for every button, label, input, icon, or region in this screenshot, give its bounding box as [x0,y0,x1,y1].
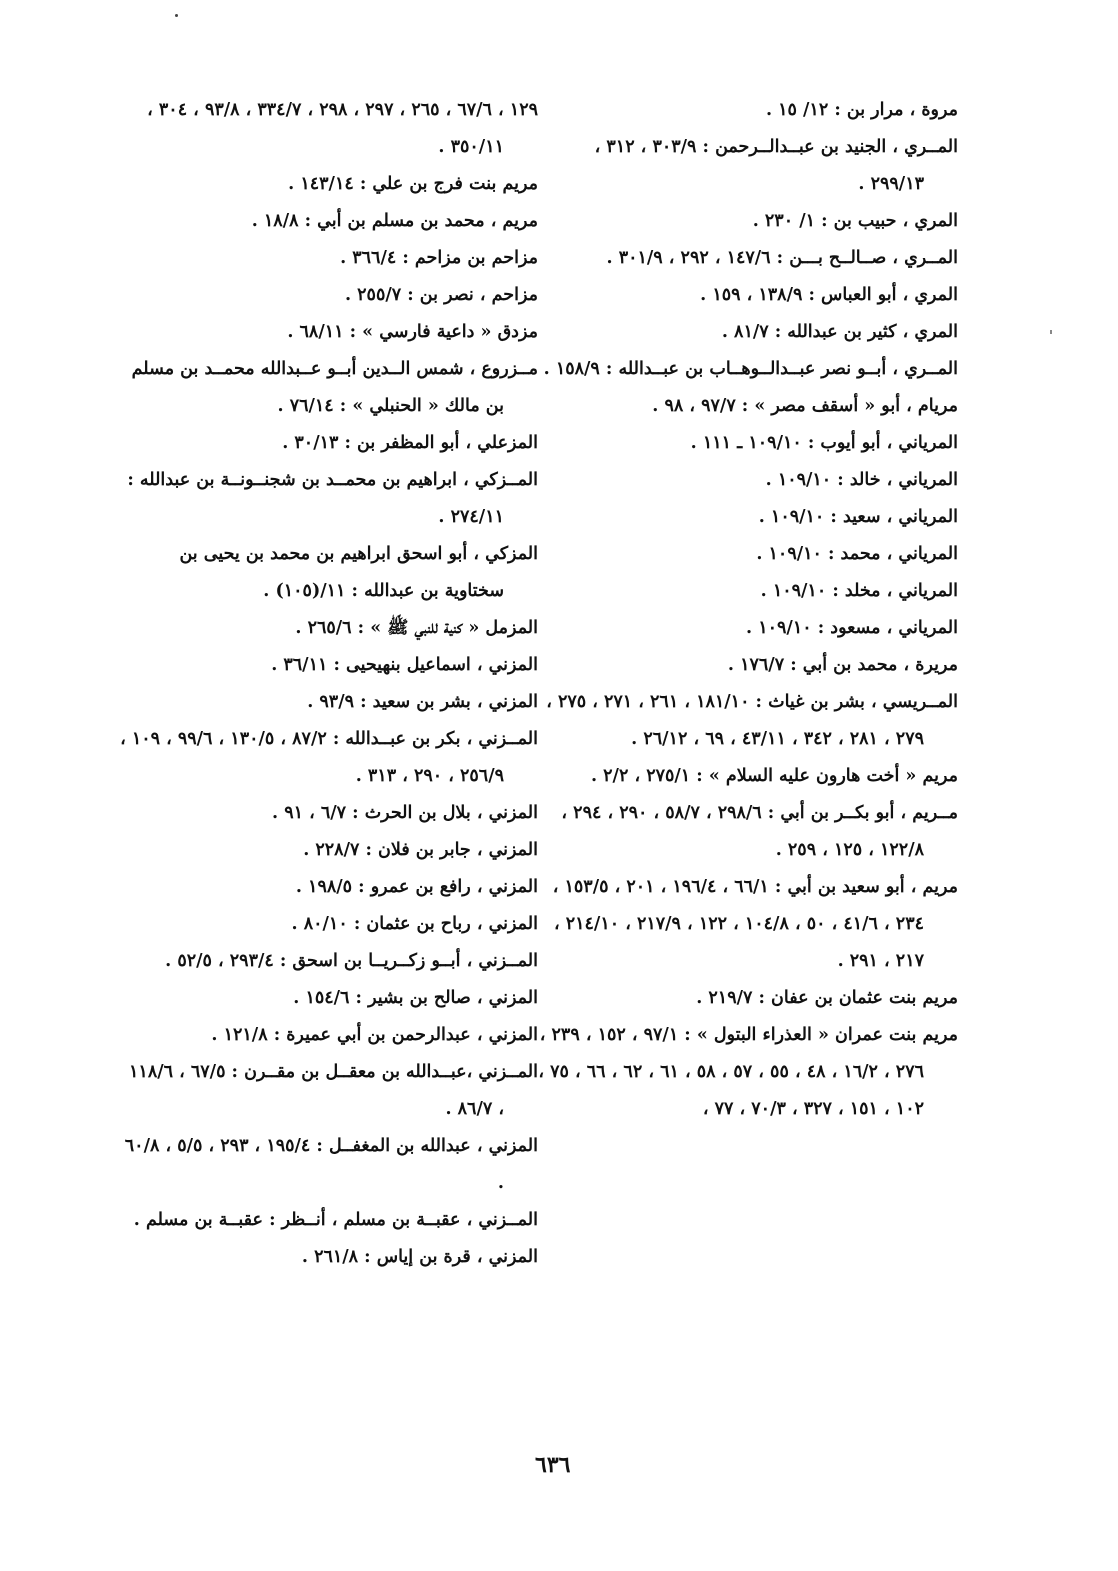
index-entry [538,758,958,795]
entry-references: « كنية للنبي ﷺ » : ٢٦٥/٦ . [295,618,480,638]
index-entry [118,832,538,869]
index-entry [118,721,538,795]
entry-references: « داعية فارسي » : ٦٨/١١ . [287,322,492,342]
entry-heading: مريم ، [904,877,958,897]
index-entry [118,610,538,647]
entry-references: بشر بن غياث : ١٨١/١٠ ، ٢٦١ ، ٢٧١ ، ٢٧٥ ، ٢٧٩ ، ٢٨١ ، ٣٤٢ ، ٤٣/١١ ، ٦٩ ، ٢٦/١٢ . [546,692,924,749]
index-entry [538,573,958,610]
index-entry [118,684,538,721]
entry-heading: المزني ، [470,1136,538,1156]
index-entry [118,1239,538,1276]
index-entry [118,1054,538,1128]
index-entry [538,610,958,647]
entry-references: مرار بن : ١٢/ ١٥ . [765,100,904,120]
index-entry [538,795,958,869]
index-entry [118,795,538,832]
index-entry [118,277,538,314]
entry-references: اسماعيل بنهيحيى : ٣٦/١١ . [271,655,471,675]
entry-references: بلال بن الحرث : ٦/٧ ، ٩١ . [272,803,471,823]
index-entry [538,314,958,351]
entry-references: بكر بن عبــدالله : ٨٧/٢ ، ١٣٠/٥ ، ٩٩/٦ ، ١٠٩ ، ٢٥٦/٩ ، ٢٩٠ ، ٣١٣ . [120,729,504,786]
entry-heading: المــزني ، [460,951,538,971]
entry-references: صالح بن بشير : ١٥٤/٦ . [293,988,471,1008]
entry-references: نصر بن : ٢٥٥/٧ . [344,285,474,305]
entry-references: شمس الــدين أبــو عــبدالله محمــد بن مسلم بن مالك « الحنبلي » : ٧٦/١٤ . [131,359,504,416]
entry-heading: المزكي ، [467,544,538,564]
index-entry [118,462,538,536]
entry-heading: مريم بنت عثمان بن عفان [764,988,958,1008]
entry-heading: مريم بنت فرج بن علي [366,174,538,194]
entry-references: عقبــة بن مسلم ، أنــظر : عقبــة بن مسلم . [133,1210,461,1230]
entry-references: كثير بن عبدالله : ٨١/٧ . [721,322,897,342]
index-entry [118,536,538,610]
entry-references: عبدالرحمن بن أبي عميرة : ١٢١/٨ . [211,1025,471,1045]
entry-heading: مريم بنت عمران [828,1025,958,1045]
index-entry [118,980,538,1017]
index-entry [538,425,958,462]
page-number: ٦٣٦ [535,1452,571,1478]
entry-references: ابراهيم بن محمــد بن شجنــونــة بن عبدالله : ٢٧٤/١١ . [127,470,504,527]
entry-references: صــالــح بـــن : ١٤٧/٦ ، ٢٩٢ ، ٣٠١/٩ . [606,248,887,268]
entry-heading: المزني ، [470,988,538,1008]
entry-references: قرة بن إياس : ٢٦١/٨ . [301,1247,471,1267]
index-entry [538,980,958,1017]
entry-heading: المزني ، [470,1247,538,1267]
entry-references: أبو بكــر بن أبي : ٢٩٨/٦ ، ٥٨/٧ ، ٢٩٠ ، ٢٩٤ ، ١٢٢/٨ ، ١٢٥ ، ٢٥٩ . [561,803,924,860]
index-entry [538,388,958,425]
entry-heading: المزمل [479,618,538,638]
index-entry [538,462,958,499]
entry-references: سعيد : ١٠٩/١٠ . [758,507,881,527]
entry-heading: المزني ، [470,803,538,823]
entry-heading: مريرة ، [897,655,958,675]
entry-heading: مــزروع ، [463,359,538,379]
index-entry [118,1128,538,1202]
entry-references: أبو أيوب : ١٠٩/١٠ ـ ١١١ . [690,433,881,453]
scan-mark [1050,330,1052,334]
entry-references: محمد : ١٠٩/١٠ . [756,544,881,564]
entry-references: خالد : ١٠٩/١٠ . [765,470,881,490]
entry-heading: المــزني ، [466,1062,538,1082]
index-entry [538,869,958,980]
entry-references: أبو سعيد بن أبي : ٦٦/١ ، ١٩٦/٤ ، ٢٠١ ، ١٥٣/٥ ، ٢٣٤ ، ٤١/٦ ، ٥٠ ، ١٠٤/٨ ، ١٢٢ ، ٢١٧/٩ ، ٢١٤/١٠ ، ٢١٧ ، ٢٩١ . [552,877,924,971]
entry-heading: المرياني ، [880,507,958,527]
entry-references: محمد بن أبي : ١٧٦/٧ . [727,655,898,675]
index-entry [538,1017,958,1128]
entry-references: حبيب بن : ١/ ٢٣٠ . [752,211,897,231]
entry-heading: المري ، [896,285,958,305]
entry-references: أبو اسحق ابراهيم بن محمد بن يحيى بن سختاوية بن عبدالله : ١١/(١٠٥) . [179,544,504,601]
index-entry [118,240,538,277]
entry-heading: مريم ، [484,211,538,231]
entry-references: عبدالله بن المغفــل : ١٩٥/٤ ، ٢٩٣ ، ٥/٥ ، ٦٠/٨ . [124,1136,504,1193]
index-column-left [118,92,538,1276]
index-entry [118,1202,538,1239]
entry-references: رافع بن عمرو : ١٩٨/٥ . [295,877,471,897]
entry-heading: المــريسي ، [864,692,958,712]
index-entry [118,203,538,240]
index-entry [538,536,958,573]
entry-references: الجنيد بن عبــدالــرحمن : ٣٠٣/٩ ، ٣١٢ ، ٢٩٩/١٣ . [594,137,924,194]
entry-references: مخلد : ١٠٩/١٠ . [760,581,881,601]
index-entry [118,92,538,166]
entry-heading: المزني ، [470,1025,538,1045]
entry-references: : ١٤٣/١٤ . [288,174,367,194]
entry-references: « أخت هارون عليه السلام » : ٢٧٥/١ ، ٢/٢ . [590,766,917,786]
index-column-right [538,92,958,1128]
entry-heading: المرياني ، [880,618,958,638]
entry-heading: مروة ، [903,100,958,120]
index-entry [538,351,958,388]
entry-references: جابر بن فلان : ٢٢٨/٧ . [303,840,471,860]
entry-heading: المــري ، [886,137,958,157]
entry-heading: مريام ، [900,396,958,416]
index-entry [538,203,958,240]
entry-references: أبو « أسقف مصر » : ٩٧/٧ ، ٩٨ . [652,396,901,416]
index-entry [538,277,958,314]
entry-heading: المرياني ، [880,433,958,453]
entry-heading: المــري ، [886,359,958,379]
index-entry [118,1017,538,1054]
entry-references: بشر بن سعيد : ٩٣/٩ . [307,692,471,712]
entry-heading: المــزني ، [460,1210,538,1230]
index-entry [118,869,538,906]
index-entry [538,129,958,203]
index-entry [118,425,538,462]
entry-references: ١٢٩ ، ٦٧/٦ ، ٢٦٥ ، ٢٩٧ ، ٢٩٨ ، ٣٣٤/٧ ، ٩٣/٨ ، ٣٠٤ ، ٣٥٠/١١ . [147,100,538,157]
index-entry [118,351,538,425]
entry-heading: مزاحم ، [473,285,538,305]
index-entry [118,166,538,203]
entry-heading: مزدق [491,322,538,342]
entry-references: عبــدالله بن معقــل بن مقــرن : ٦٧/٥ ، ١١٨/٦ ، ٨٦/٧ . [129,1062,504,1119]
entry-references: « العذراء البتول » : ٩٧/١ ، ١٥٢ ، ٢٣٩ ، ٢٧٦ ، ١٦/٢ ، ٤٨ ، ٥٥ ، ٥٧ ، ٥٨ ، ٦١ ، ٦٢ ، ٦٦ ، ٧٥ ، ١٠٢ ، ١٥١ ، ٣٢٧ ، ٧٠/٣ ، ٧٧ ، [538,1025,924,1119]
index-entry [118,943,538,980]
index-entry [538,647,958,684]
entry-heading: مــريم ، [894,803,958,823]
entry-heading: المــزني ، [460,729,538,749]
scan-speck [175,14,178,17]
index-entry [538,240,958,277]
entry-heading: المري ، [896,322,958,342]
entry-heading: المزعلي ، [459,433,538,453]
entry-references: أبو العباس : ١٣٨/٩ ، ١٥٩ . [700,285,897,305]
entry-references: رباح بن عثمان : ٨٠/١٠ . [291,914,471,934]
index-entry [538,499,958,536]
index-entry [118,647,538,684]
entry-heading: مزاحم بن مزاحم [408,248,538,268]
entry-references: أبــو زكــريــا بن اسحق : ٢٩٣/٤ ، ٥٢/٥ . [165,951,461,971]
index-entry [538,684,958,758]
entry-heading: المرياني ، [880,470,958,490]
entry-heading: المــري ، [886,248,958,268]
entry-references: أبو المظفر بن : ٣٠/١٣ . [282,433,460,453]
entry-heading: المــزكي ، [457,470,538,490]
entry-heading: المرياني ، [880,544,958,564]
entry-heading: مريم [916,766,958,786]
entry-references: : ٣٦٦/٤ . [340,248,409,268]
entry-heading: المزني ، [470,914,538,934]
entry-references: محمد بن مسلم بن أبي : ١٨/٨ . [251,211,485,231]
entry-heading: المزني ، [470,655,538,675]
entry-heading: المزني ، [470,692,538,712]
entry-heading: المري ، [896,211,958,231]
entry-heading: المزني ، [470,877,538,897]
entry-references: مسعود : ١٠٩/١٠ . [746,618,881,638]
index-entry [118,906,538,943]
index-entry [538,92,958,129]
index-entry [118,314,538,351]
entry-heading: المرياني ، [880,581,958,601]
entry-references: : ٢١٩/٧ . [696,988,765,1008]
entry-references: أبــو نصر عبــدالــوهــاب بن عبــدالله : ١٥٨/٩ . [543,359,887,379]
entry-heading: المزني ، [470,840,538,860]
